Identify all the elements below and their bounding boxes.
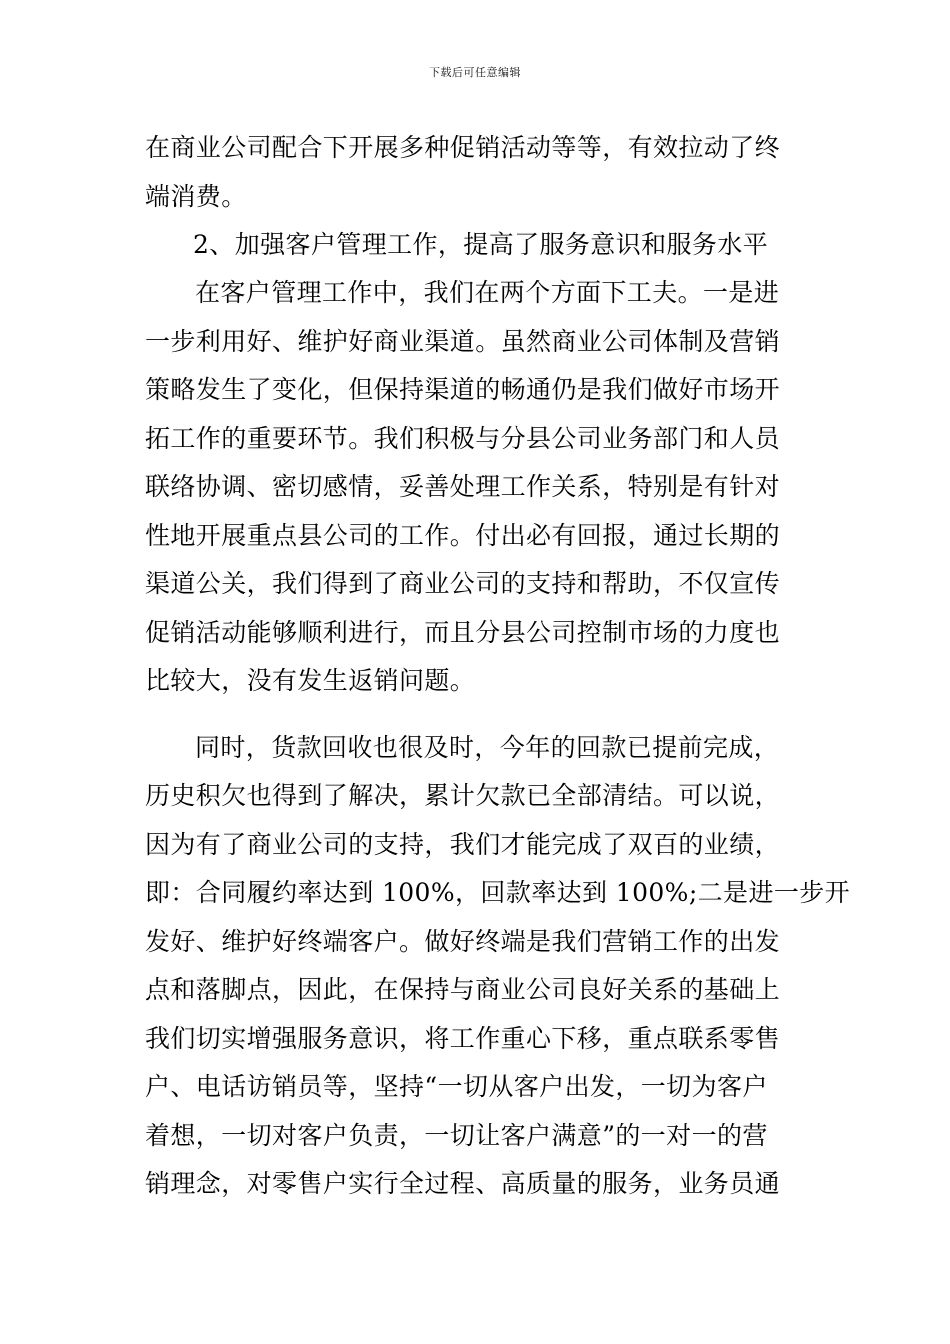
- text-line: 联络协调、密切感情，妥善处理工作关系，特别是有针对: [145, 472, 781, 501]
- section-heading: 2、加强客户管理工作，提高了服务意识和服务水平: [193, 230, 769, 259]
- text-line: 在商业公司配合下开展多种促销活动等等，有效拉动了终: [145, 133, 781, 162]
- text-line: 发好、维护好终端客户。做好终端是我们营销工作的出发: [145, 927, 781, 956]
- text-line: 即：合同履约率达到 100%，回款率达到 100%;二是进一步开: [145, 878, 851, 907]
- text-line: 历史积欠也得到了解决，累计欠款已全部清结。可以说，: [145, 781, 781, 810]
- text-line: 比较大，没有发生返销问题。: [145, 666, 476, 695]
- text-line: 销理念，对零售户实行全过程、高质量的服务，业务员通: [145, 1169, 781, 1198]
- text-line: 渠道公关，我们得到了商业公司的支持和帮助，不仅宣传: [145, 569, 781, 598]
- page-header: 下载后可任意编辑: [429, 66, 521, 79]
- text-line: 同时，货款回收也很及时，今年的回款已提前完成，: [195, 733, 780, 762]
- text-line: 点和落脚点，因此，在保持与商业公司良好关系的基础上: [145, 975, 781, 1004]
- text-line: 户、电话访销员等，坚持“一切从客户出发，一切为客户: [145, 1072, 768, 1101]
- text-line: 端消费。: [145, 182, 247, 211]
- text-line: 拓工作的重要环节。我们积极与分县公司业务部门和人员: [145, 424, 781, 453]
- text-line: 因为有了商业公司的支持，我们才能完成了双百的业绩，: [145, 830, 781, 859]
- text-line: 着想，一切对客户负责，一切让客户满意”的一对一的营: [145, 1121, 768, 1150]
- text-line: 促销活动能够顺利进行，而且分县公司控制市场的力度也: [145, 618, 781, 647]
- text-line: 性地开展重点县公司的工作。付出必有回报，通过长期的: [145, 521, 781, 550]
- text-line: 在客户管理工作中，我们在两个方面下工夫。一是进: [195, 278, 780, 307]
- text-line: 一步利用好、维护好商业渠道。虽然商业公司体制及营销: [145, 327, 781, 356]
- text-line: 策略发生了变化，但保持渠道的畅通仍是我们做好市场开: [145, 375, 781, 404]
- text-line: 我们切实增强服务意识，将工作重心下移，重点联系零售: [145, 1024, 781, 1053]
